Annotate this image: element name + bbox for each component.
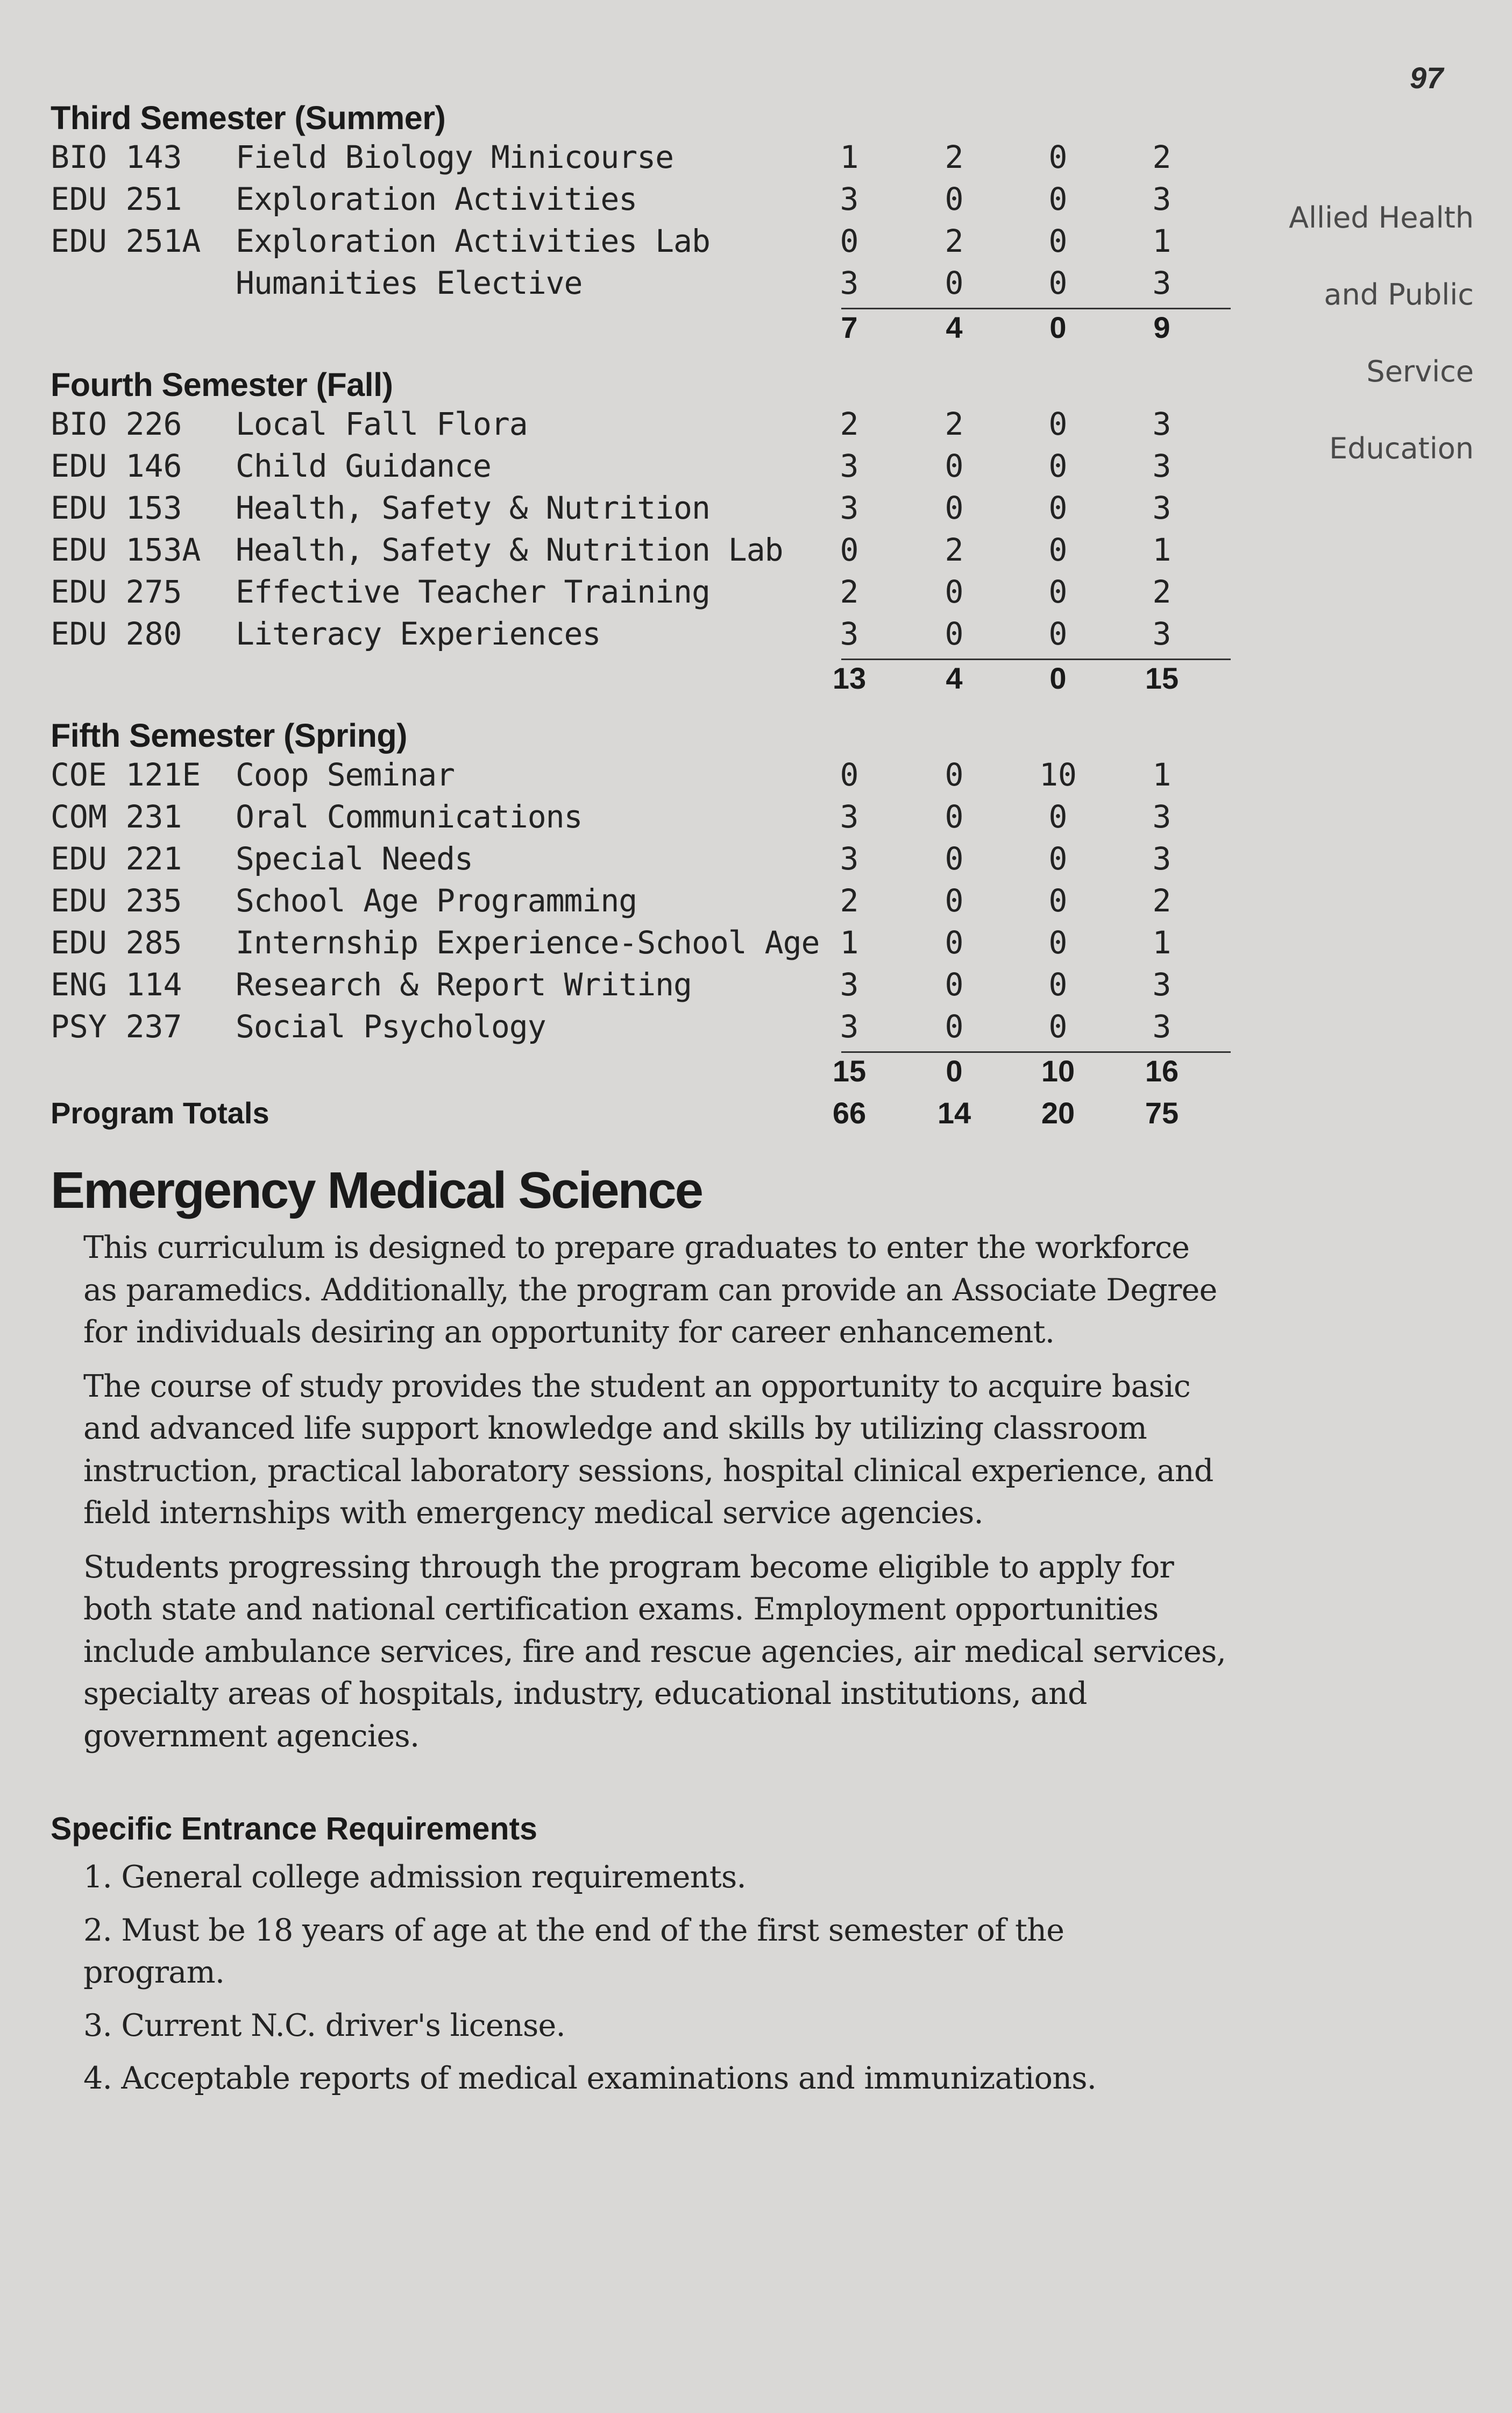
- lab-hours: 2: [945, 532, 964, 568]
- semester-total-row: [51, 310, 1175, 352]
- credit-hours: 2: [1152, 882, 1172, 919]
- course-code: EDU 153: [51, 490, 182, 526]
- course-code: PSY 237: [51, 1008, 182, 1045]
- lab-hours: 2: [945, 223, 964, 259]
- program-total: 14: [937, 1096, 971, 1130]
- curriculum-table: [51, 97, 1179, 1137]
- credit-hours: 3: [1152, 490, 1172, 526]
- credit-hours: 3: [1152, 406, 1172, 442]
- credit-hours: 3: [1152, 840, 1172, 877]
- course-row: [51, 924, 1175, 966]
- course-title: Health, Safety & Nutrition Lab: [236, 532, 783, 568]
- semester-total: 0: [1049, 661, 1067, 695]
- class-hours: 3: [840, 448, 859, 484]
- class-hours: 0: [840, 223, 859, 259]
- work-hours: 0: [1048, 1008, 1068, 1045]
- course-code: ENG 114: [51, 966, 182, 1003]
- work-hours: 10: [1039, 756, 1077, 793]
- work-hours: 0: [1048, 924, 1068, 961]
- semester-total-row: [51, 661, 1179, 703]
- course-row: [51, 756, 1175, 798]
- course-code: COE 121E: [51, 756, 201, 793]
- lab-hours: 0: [945, 882, 964, 919]
- class-hours: 3: [840, 1008, 859, 1045]
- course-title: School Age Programming: [236, 882, 637, 919]
- semester-total: 9: [1153, 310, 1170, 344]
- course-code: BIO 143: [51, 139, 182, 175]
- course-code: EDU 251: [51, 181, 182, 217]
- paragraph: This curriculum is designed to prepare graduates to enter the workforce as paramedics. Additionally, the program can provide an Associate Degree for individuals desiring an opportunity for career enhancement.: [83, 1230, 1217, 1350]
- work-hours: 0: [1048, 448, 1068, 484]
- semester-total: 10: [1041, 1054, 1075, 1088]
- work-hours: 0: [1048, 490, 1068, 526]
- course-code: EDU 221: [51, 840, 182, 877]
- program-totals-row: [51, 1095, 1179, 1137]
- lab-hours: 0: [945, 756, 964, 793]
- semester-total: 13: [832, 661, 867, 695]
- program-total: 20: [1041, 1096, 1075, 1130]
- course-title: Literacy Experiences: [236, 615, 601, 652]
- requirement-item: 4. Acceptable reports of medical examinations and immunizations.: [83, 2061, 1097, 2096]
- semester-total: 4: [946, 310, 963, 344]
- rule-line: [841, 659, 1231, 660]
- side-label-line: and Public: [1324, 278, 1474, 312]
- lab-hours: 2: [945, 139, 964, 175]
- course-row: [51, 223, 1175, 265]
- class-hours: 3: [840, 265, 859, 301]
- credit-hours: 3: [1152, 966, 1172, 1003]
- class-hours: 1: [840, 924, 859, 961]
- work-hours: 0: [1048, 181, 1068, 217]
- lab-hours: 0: [945, 265, 964, 301]
- lab-hours: 0: [945, 615, 964, 652]
- course-row: [51, 798, 1175, 840]
- work-hours: 0: [1048, 223, 1068, 259]
- lab-hours: 0: [945, 574, 964, 610]
- requirement-item: 3. Current N.C. driver's license.: [83, 2007, 565, 2043]
- paragraph: Students progressing through the program become eligible to apply for both state and national certification exams. Employment opportunities include ambulance services, fire and rescue agencies, air medical services, specialty areas of hospitals, industry, educational institutions, and government agencies.: [83, 1549, 1226, 1754]
- work-hours: 0: [1048, 798, 1068, 835]
- work-hours: 0: [1048, 406, 1068, 442]
- credit-hours: 3: [1152, 798, 1172, 835]
- semester-heading: Fifth Semester (Spring): [51, 717, 407, 754]
- course-title: Exploration Activities: [236, 181, 637, 217]
- ems-description: [83, 1227, 1229, 1769]
- ems-section-title: Emergency Medical Science: [51, 1162, 702, 1219]
- course-title: Social Psychology: [236, 1008, 546, 1045]
- course-row: [51, 139, 1175, 181]
- rule-line: [841, 1051, 1231, 1053]
- lab-hours: 0: [945, 966, 964, 1003]
- class-hours: 3: [840, 615, 859, 652]
- class-hours: 3: [840, 840, 859, 877]
- semester-total: 15: [1145, 661, 1179, 695]
- program-total: 75: [1145, 1096, 1179, 1130]
- course-code: EDU 146: [51, 448, 182, 484]
- work-hours: 0: [1048, 139, 1068, 175]
- course-title: Special Needs: [236, 840, 473, 877]
- course-row: [51, 181, 1175, 223]
- lab-hours: 0: [945, 840, 964, 877]
- work-hours: 0: [1048, 532, 1068, 568]
- credit-hours: 1: [1152, 924, 1172, 961]
- course-title: Exploration Activities Lab: [236, 223, 710, 259]
- class-hours: 0: [840, 756, 859, 793]
- requirement-item: 2. Must be 18 years of age at the end of the first semester of the program.: [83, 1912, 1064, 1990]
- credit-hours: 3: [1152, 265, 1172, 301]
- course-title: Effective Teacher Training: [236, 574, 710, 610]
- side-label-line: Allied Health: [1289, 201, 1474, 235]
- semester-total-row: [51, 1053, 1179, 1095]
- page-number: 97: [1410, 61, 1444, 95]
- requirement-item: 1. General college admission requirements.: [83, 1859, 746, 1895]
- work-hours: 0: [1048, 265, 1068, 301]
- lab-hours: 0: [945, 798, 964, 835]
- course-row: [51, 532, 1175, 574]
- program-totals-label: Program Totals: [51, 1096, 269, 1130]
- credit-hours: 3: [1152, 1008, 1172, 1045]
- credit-hours: 3: [1152, 448, 1172, 484]
- class-hours: 0: [840, 532, 859, 568]
- course-row: [51, 490, 1175, 532]
- credit-hours: 3: [1152, 615, 1172, 652]
- course-code: EDU 285: [51, 924, 182, 961]
- side-label-line: Service: [1366, 355, 1474, 388]
- semester-total: 0: [1049, 310, 1067, 344]
- course-code: EDU 275: [51, 574, 182, 610]
- course-code: EDU 153A: [51, 532, 201, 568]
- course-title: Local Fall Flora: [236, 406, 528, 442]
- course-code: EDU 235: [51, 882, 182, 919]
- semester-total: 15: [832, 1054, 867, 1088]
- credit-hours: 1: [1152, 223, 1172, 259]
- course-title: Oral Communications: [236, 798, 583, 835]
- lab-hours: 0: [945, 924, 964, 961]
- course-row: [51, 265, 1175, 307]
- class-hours: 2: [840, 574, 859, 610]
- course-row: [51, 966, 1175, 1008]
- course-title: Field Biology Minicourse: [236, 139, 674, 175]
- spacer: [51, 352, 1175, 364]
- course-code: EDU 280: [51, 615, 182, 652]
- semester-total: 7: [841, 310, 858, 344]
- semester-total: 0: [946, 1054, 963, 1088]
- lab-hours: 0: [945, 490, 964, 526]
- rule-line: [841, 308, 1231, 309]
- course-title: Health, Safety & Nutrition: [236, 490, 710, 526]
- side-label-line: Education: [1329, 431, 1474, 465]
- spacer: [51, 703, 1175, 714]
- course-row: [51, 574, 1175, 615]
- semester-heading: Fourth Semester (Fall): [51, 366, 393, 403]
- paragraph: The course of study provides the student an opportunity to acquire basic and advanced life support knowledge and skills by utilizing classroom instruction, practical laboratory sessions, hospital clinical experience, and field internships with emergency medical service agencies.: [83, 1368, 1213, 1531]
- class-hours: 2: [840, 406, 859, 442]
- course-title: Coop Seminar: [236, 756, 455, 793]
- course-code: BIO 226: [51, 406, 182, 442]
- requirements-heading: Specific Entrance Requirements: [51, 1811, 537, 1846]
- credit-hours: 3: [1152, 181, 1172, 217]
- work-hours: 0: [1048, 882, 1068, 919]
- lab-hours: 0: [945, 1008, 964, 1045]
- class-hours: 3: [840, 966, 859, 1003]
- course-code: EDU 251A: [51, 223, 201, 259]
- class-hours: 3: [840, 798, 859, 835]
- course-title: Child Guidance: [236, 448, 491, 484]
- course-row: [51, 1008, 1175, 1050]
- lab-hours: 0: [945, 448, 964, 484]
- course-title: Humanities Elective: [236, 265, 583, 301]
- course-row: [51, 448, 1175, 490]
- class-hours: 3: [840, 181, 859, 217]
- program-total: 66: [832, 1096, 867, 1130]
- class-hours: 3: [840, 490, 859, 526]
- requirements-list: [83, 1856, 1165, 2111]
- semester-heading: Third Semester (Summer): [51, 100, 446, 136]
- semester-total: 16: [1145, 1054, 1179, 1088]
- lab-hours: 2: [945, 406, 964, 442]
- course-title: Research & Report Writing: [236, 966, 692, 1003]
- work-hours: 0: [1048, 615, 1068, 652]
- credit-hours: 1: [1152, 532, 1172, 568]
- course-title: Internship Experience-School Age: [236, 924, 820, 961]
- work-hours: 0: [1048, 574, 1068, 610]
- work-hours: 0: [1048, 966, 1068, 1003]
- lab-hours: 0: [945, 181, 964, 217]
- work-hours: 0: [1048, 840, 1068, 877]
- semester-total: 4: [946, 661, 963, 695]
- class-hours: 2: [840, 882, 859, 919]
- course-row: [51, 615, 1175, 657]
- course-code: COM 231: [51, 798, 182, 835]
- class-hours: 1: [840, 139, 859, 175]
- credit-hours: 2: [1152, 139, 1172, 175]
- course-row: [51, 406, 1175, 448]
- section-side-label: [1248, 194, 1474, 501]
- credit-hours: 1: [1152, 756, 1172, 793]
- course-row: [51, 882, 1175, 924]
- course-row: [51, 840, 1175, 882]
- credit-hours: 2: [1152, 574, 1172, 610]
